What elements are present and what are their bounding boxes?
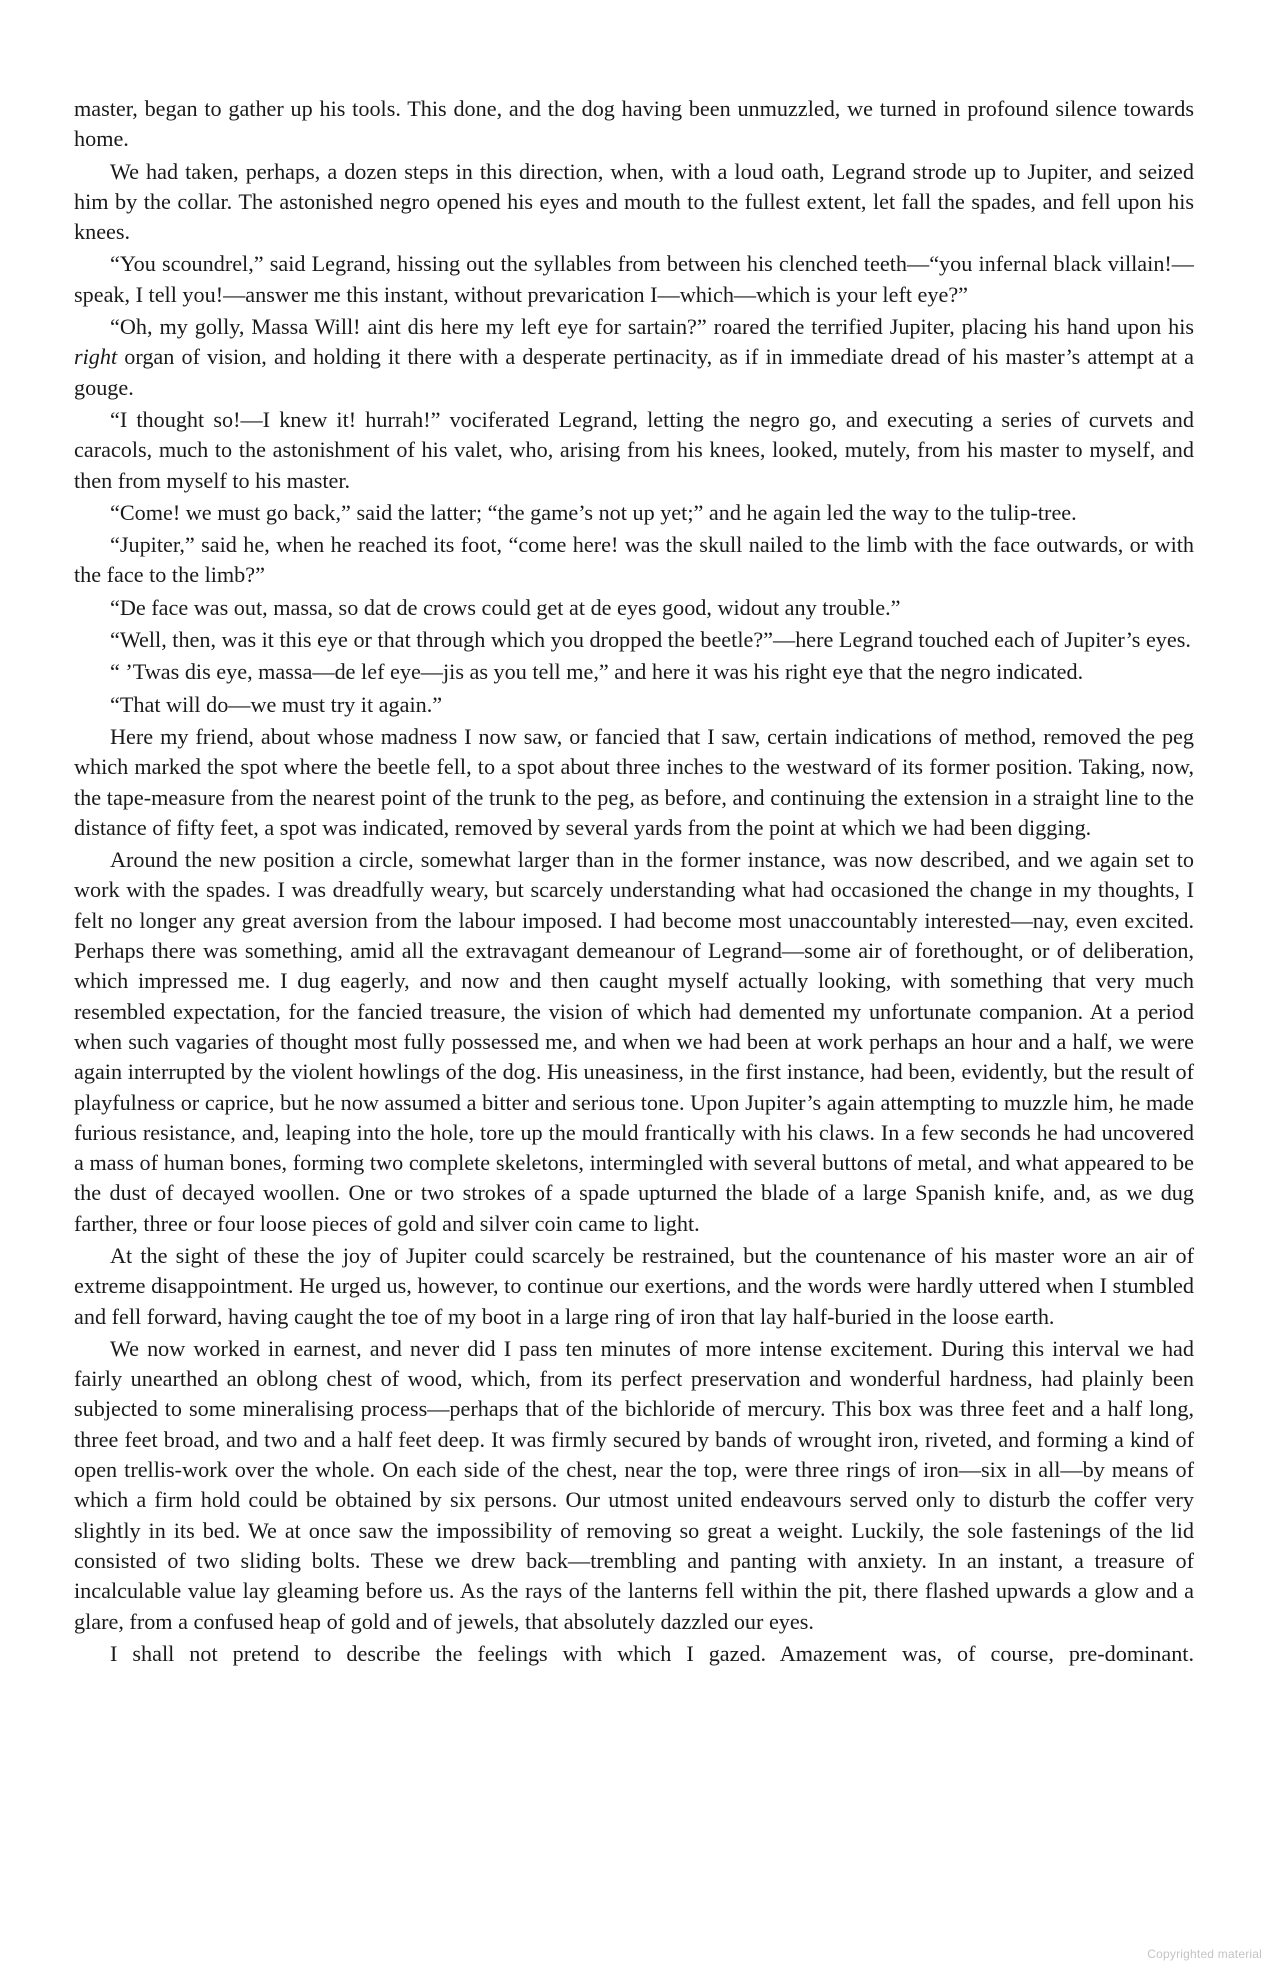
paragraph-dialogue [74, 312, 1194, 403]
paragraph-text: organ of vision, and holding it there with a desperate pertinacity, as if in immediate dread of his master’s attempt at a gouge. [74, 344, 1194, 400]
paragraph: We had taken, perhaps, a dozen steps in this direction, when, with a loud oath, Legrand strode up to Jupiter, and seized him by the collar. The astonished negro opened his eyes and mouth to the fullest extent, let fall the spades, and fell upon his knees. [74, 158, 1194, 245]
paragraph-dialogue: “ ’Twas dis eye, massa—de lef eye—jis as you tell me,” and here it was his right eye that the negro indicated. [110, 659, 1084, 685]
paragraph-dialogue: “Come! we must go back,” said the latter; “the game’s not up yet;” and he again led the way to the tulip-tree. [110, 499, 1077, 525]
paragraph: Here my friend, about whose madness I now saw, or fancied that I saw, certain indications of method, removed the peg which marked the spot where the beetle fell, to a spot about three inches to the westward of its former position. Taking, now, the tape-measure from the nearest point of the trunk to the peg, as before, and continuing the extension in a straight line to the distance of fifty feet, a spot was indicated, removed by several yards from the point at which we had been digging. [74, 723, 1194, 840]
copyright-watermark: Copyrighted material [1147, 1947, 1262, 1961]
paragraph-dialogue: “I thought so!—I knew it! hurrah!” vociferated Legrand, letting the negro go, and executing a series of curvets and caracols, much to the astonishment of his valet, who, arising from his knees, looked, mutely, from his master to myself, and then from myself to his master. [74, 406, 1194, 493]
paragraph-dialogue: “You scoundrel,” said Legrand, hissing out the syllables from between his clenched teeth—“you infernal black villain!—speak, I tell you!—answer me this instant, without prevarication I—which—which is your left eye?” [74, 251, 1194, 307]
paragraph-text: “Oh, my golly, Massa Will! aint dis here my left eye for sartain?” roared the terrified Jupiter, placing his hand upon his [110, 314, 1194, 340]
paragraph-dialogue: “Jupiter,” said he, when he reached its foot, “come here! was the skull nailed to the limb with the face outwards, or with the face to the limb?” [74, 532, 1194, 588]
paragraph: We now worked in earnest, and never did I pass ten minutes of more intense excitement. During this interval we had fairly unearthed an oblong chest of wood, which, from its perfect preservation and wonderful hardness, had plainly been subjected to some mineralising process—perhaps that of the bichloride of mercury. This box was three feet and a half long, three feet broad, and two and a half feet deep. It was firmly secured by bands of wrought iron, riveted, and forming a kind of open trellis-work over the whole. On each side of the chest, near the top, were three rings of iron—six in all—by means of which a firm hold could be obtained by six persons. Our utmost united endeavours served only to disturb the coffer very slightly in its bed. We at once saw the impossibility of removing so great a weight. Luckily, the sole fastenings of the lid consisted of two sliding bolts. These we drew back—trembling and panting with anxiety. In an instant, a treasure of incalculable value lay gleaming before us. As the rays of the lanterns fell within the pit, there flashed upwards a glow and a glare, from a confused heap of gold and of jewels, that absolutely dazzled our eyes. [74, 1335, 1194, 1634]
paragraph-dialogue: “De face was out, massa, so dat de crows could get at de eyes good, widout any trouble.” [110, 594, 901, 620]
emphasis-text: right [74, 344, 118, 370]
paragraph-continues-next-page: I shall not pretend to describe the feelings with which I gazed. Amazement was, of course, pre-dominant. [110, 1640, 1194, 1666]
paragraph-dialogue: “Well, then, was it this eye or that through which you dropped the beetle?”—here Legrand touched each of Jupiter’s eyes. [110, 627, 1191, 653]
paragraph: At the sight of these the joy of Jupiter could scarcely be restrained, but the countenance of his master wore an air of extreme disappointment. He urged us, however, to continue our exertions, and the words were hardly uttered when I stumbled and fell forward, having caught the toe of my boot in a large ring of iron that lay half-buried in the loose earth. [74, 1242, 1194, 1329]
paragraph-dialogue: “That will do—we must try it again.” [110, 691, 443, 717]
paragraph: Around the new position a circle, somewhat larger than in the former instance, was now described, and we again set to work with the spades. I was dreadfully weary, but scarcely understanding what had occasioned the change in my thoughts, I felt no longer any great aversion from the labour imposed. I had become most unaccountably interested—nay, even excited. Perhaps there was something, amid all the extravagant demeanour of Legrand—some air of forethought, or of deliberation, which impressed me. I dug eagerly, and now and then caught myself actually looking, with something that very much resembled expectation, for the fancied treasure, the vision of which had demented my unfortunate companion. At a period when such vagaries of thought most fully possessed me, and when we had been at work perhaps an hour and a half, we were again interrupted by the violent howlings of the dog. His uneasiness, in the first instance, had been, evidently, but the result of playfulness or caprice, but he now assumed a bitter and serious tone. Upon Jupiter’s again attempting to muzzle him, he made furious resistance, and, leaping into the hole, tore up the mould frantically with his claws. In a few seconds he had uncovered a mass of human bones, forming two complete skeletons, intermingled with several buttons of metal, and what appeared to be the dust of decayed woollen. One or two strokes of a spade upturned the blade of a large Spanish knife, and, as we dug farther, three or four loose pieces of gold and silver coin came to light. [74, 847, 1194, 1236]
book-page-text [74, 94, 1194, 1671]
paragraph-continued: master, began to gather up his tools. This done, and the dog having been unmuzzled, we turned in profound silence towards home. [74, 96, 1194, 152]
